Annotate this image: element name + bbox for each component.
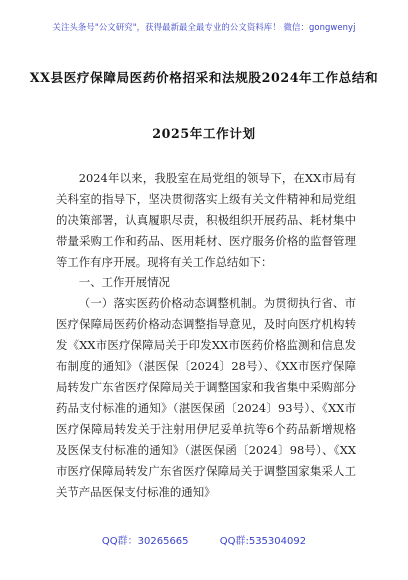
intro-paragraph-block [56,168,356,273]
section-heading-block [56,272,356,293]
header-banner: 关注头条号"公文研究"，获得最新最全最专业的公文资料库！ 微信：gongwenyj [52,22,356,32]
footer-qq-group-1: QQ群：30265665 [101,536,189,547]
document-title-line1: XX县医疗保障局医药价格招采和法规股2024年工作总结和 [29,70,379,85]
document-title-line2: 2025年工作计划 [152,126,256,141]
item1-paragraph-block [56,293,356,503]
footer [0,532,408,547]
item1-paragraph: （一）落实医药价格动态调整机制。为贯彻执行省、市医疗保障局医药价格动态调整指导意见，及时向医疗机构转发《XX市医疗保障局关于印发XX市医药价格监测和信息发布制度的通知》（湛医保〔2024〕28号）、《XX市医疗保障局转发广东省医疗保障局关于调整国家和我省集中采购部分药品支付标准的通知》（湛医保函〔2024〕93号）、《XX市医疗保障局转发关于注射用伊尼妥单抗等6个药品新增规格及医保支付标准的通知》（湛医保函〔2024〕98号）、《XX市医疗保障局转发广东省医疗保障局关于调整国家集采人工关节产品医保支付标准的通知》 [56,296,356,499]
intro-paragraph: 2024年以来，我股室在局党组的领导下，在XX市局有关科室的指导下，坚决贯彻落实上级有关文件精神和局党组的决策部署，认真履职尽责，积极组织开展药品、耗材集中带量采购工作和药品、医用耗材、医疗服务价格的监督管理等工作有序开展。现将有关工作总结如下： [56,171,356,269]
footer-qq-group-2: QQ群:535304092 [219,536,307,547]
section-heading: 一、工作开展情况 [78,275,170,289]
